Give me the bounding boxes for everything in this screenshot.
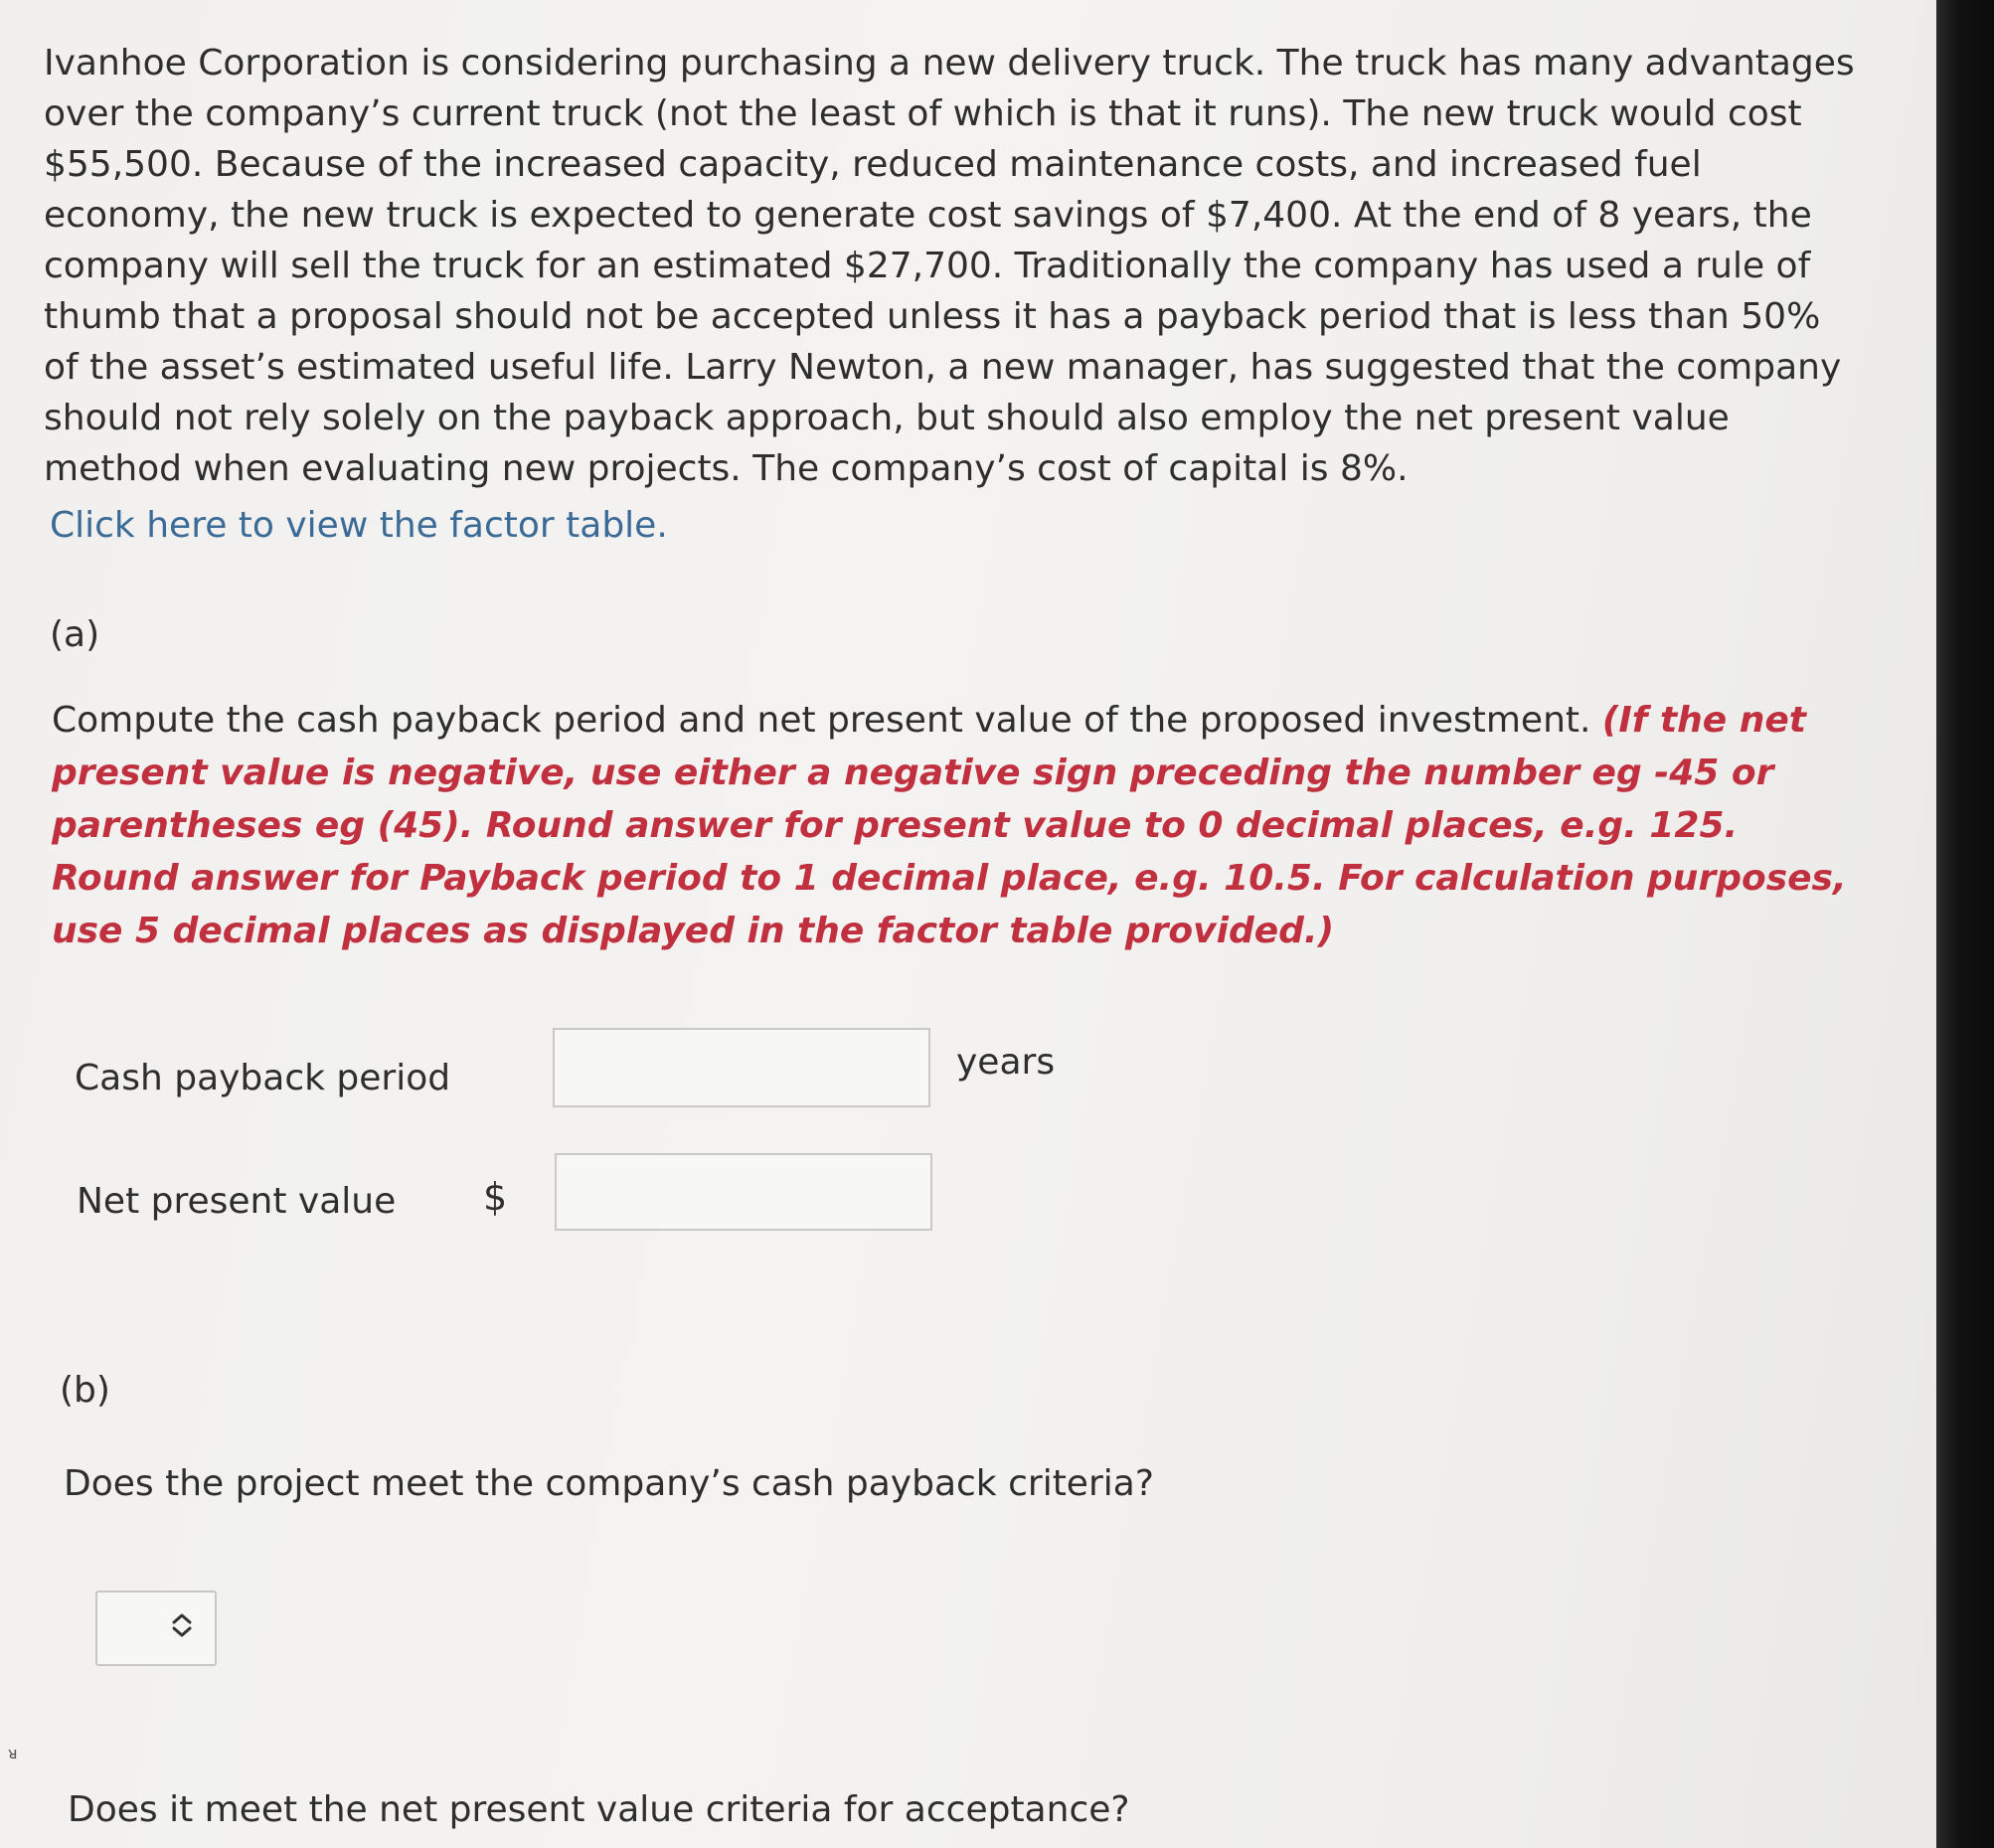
monitor-bezel: [1936, 0, 1994, 1848]
part-a-instructions: [52, 694, 1871, 957]
part-a-label: (a): [50, 614, 100, 655]
payback-unit-label: years: [956, 1042, 1056, 1083]
factor-table-link[interactable]: Click here to view the factor table.: [50, 505, 668, 546]
part-a-prompt: Compute the cash payback period and net present value of the proposed investment.: [52, 700, 1591, 741]
dollar-sign: $: [483, 1175, 508, 1219]
payback-criteria-select[interactable]: [95, 1591, 217, 1666]
problem-statement: Ivanhoe Corporation is considering purchasing a new delivery truck. The truck has many advantages over the company’s current truck (not the least of which is that it runs). The new truck would cost $55,500. Because of the increased capacity, reduced maintenance costs, and increased fuel economy, the new truck is expected to generate cost savings of $7,400. At the end of 8 years, the company will sell the truck for an estimated $27,700. Traditionally the company has used a rule of thumb that a proposal should not be accepted unless it has a payback period that is less than 50% of the asset’s estimated useful life. Larry Newton, a new manager, has suggested that the company should not rely solely on the payback approach, but should also employ the net present value method when evaluating new projects. The company’s cost of capital is 8%.: [44, 43, 1855, 489]
cash-payback-label: Cash payback period: [75, 1058, 451, 1098]
net-present-value-label: Net present value: [77, 1181, 397, 1222]
part-b-label: (b): [60, 1370, 110, 1411]
net-present-value-input[interactable]: [555, 1153, 932, 1231]
payback-criteria-question: Does the project meet the company’s cash payback criteria?: [64, 1463, 1154, 1504]
part-a-rounding-instruction: (If the net present value is negative, use either a negative sign preceding the number eg -45 or parentheses eg (45). Round answer for present value to 0 decimal places, e.g. 125. Round answer for Payback period to 1 decimal place, e.g. 10.5. For calculation purposes, use 5 decimal places as displayed in the factor table provided.): [52, 700, 1847, 951]
cash-payback-input[interactable]: [553, 1028, 930, 1107]
edge-mark: ᴚ: [8, 1744, 18, 1763]
npv-criteria-question: Does it meet the net present value criteria for acceptance?: [68, 1789, 1130, 1830]
chevron-up-down-icon: [169, 1610, 195, 1650]
